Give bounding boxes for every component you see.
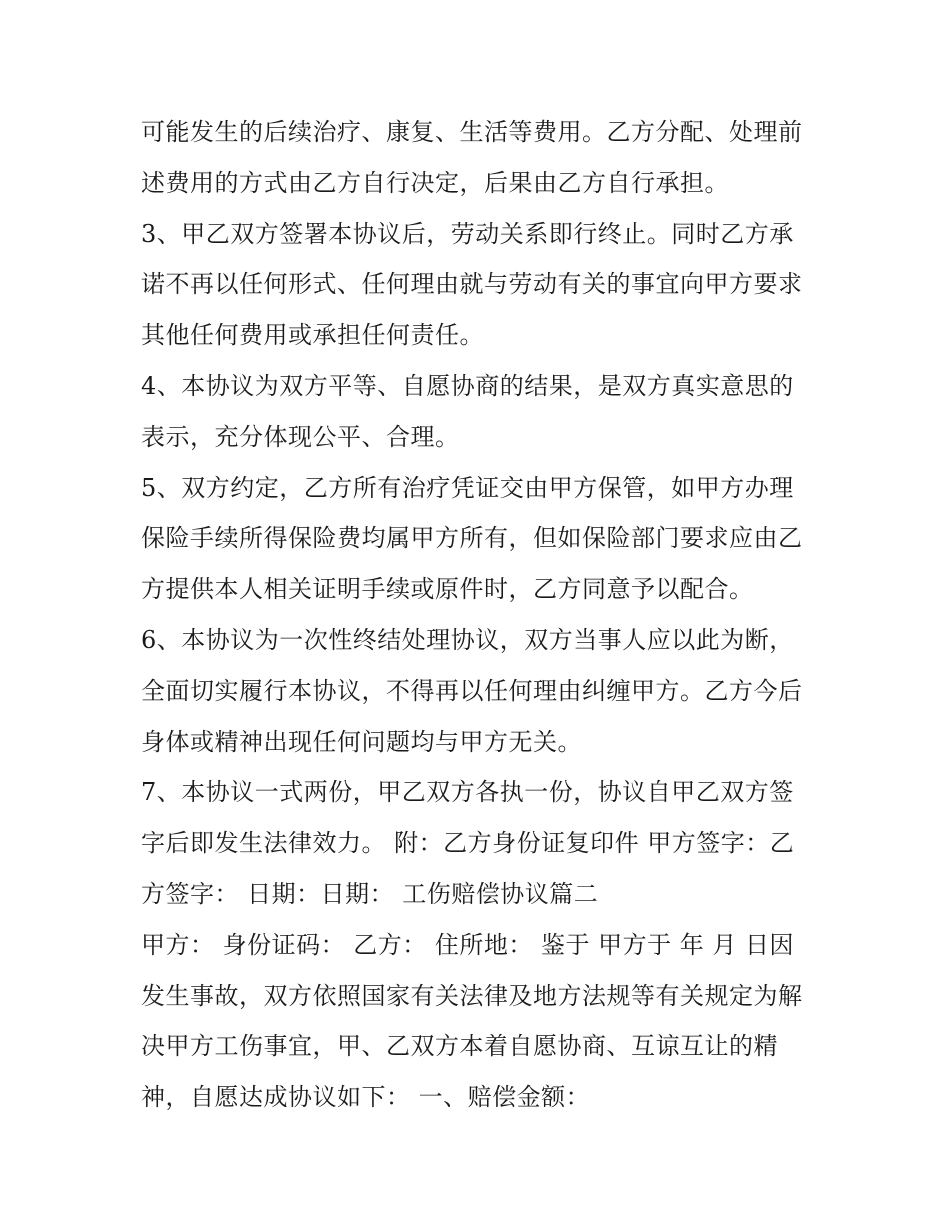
- text-line: 7、本协议一式两份，甲乙双方各执一份，协议自甲乙双方签: [141, 778, 794, 807]
- text-line: 发生事故，双方依照国家有关法律及地方法规等有关规定为解: [141, 981, 803, 1010]
- text-line: 述费用的方式由乙方自行决定，后果由乙方自行承担。: [141, 168, 729, 197]
- text-line: 方签字： 日期：日期： 工伤赔偿协议篇二: [141, 879, 599, 908]
- text-line: 4、本协议为双方平等、自愿协商的结果，是双方真实意思的: [141, 371, 794, 400]
- text-line: 5、双方约定，乙方所有治疗凭证交由甲方保管，如甲方办理: [141, 473, 794, 502]
- text-line: 甲方： 身份证码： 乙方： 住所地： 鉴于 甲方于 年 月 日因: [141, 930, 795, 959]
- text-line: 方提供本人相关证明手续或原件时，乙方同意予以配合。: [141, 575, 754, 604]
- text-line: 决甲方工伤事宜，甲、乙双方本着自愿协商、互谅互让的精: [141, 1032, 778, 1061]
- text-line: 全面切实履行本协议，不得再以任何理由纠缠甲方。乙方今后: [141, 676, 803, 705]
- text-line: 可能发生的后续治疗、康复、生活等费用。乙方分配、处理前: [141, 118, 803, 146]
- text-line: 神，自愿达成协议如下： 一、赔偿金额：: [141, 1083, 591, 1112]
- text-line: 3、甲乙双方签署本协议后，劳动关系即行终止。同时乙方承: [141, 219, 794, 248]
- document-body: [141, 107, 821, 1123]
- text-line: 诺不再以任何形式、任何理由就与劳动有关的事宜向甲方要求: [141, 270, 803, 299]
- text-line: 字后即发生法律效力。 附：乙方身份证复印件 甲方签字：乙: [141, 829, 795, 858]
- text-line: 其他任何费用或承担任何责任。: [141, 321, 484, 350]
- text-line: 身体或精神出现任何问题均与甲方无关。: [141, 727, 582, 756]
- text-line: 6、本协议为一次性终结处理协议，双方当事人应以此为断，: [141, 625, 794, 654]
- text-line: 保险手续所得保险费均属甲方所有，但如保险部门要求应由乙: [141, 524, 803, 553]
- text-line: 表示，充分体现公平、合理。: [141, 422, 460, 451]
